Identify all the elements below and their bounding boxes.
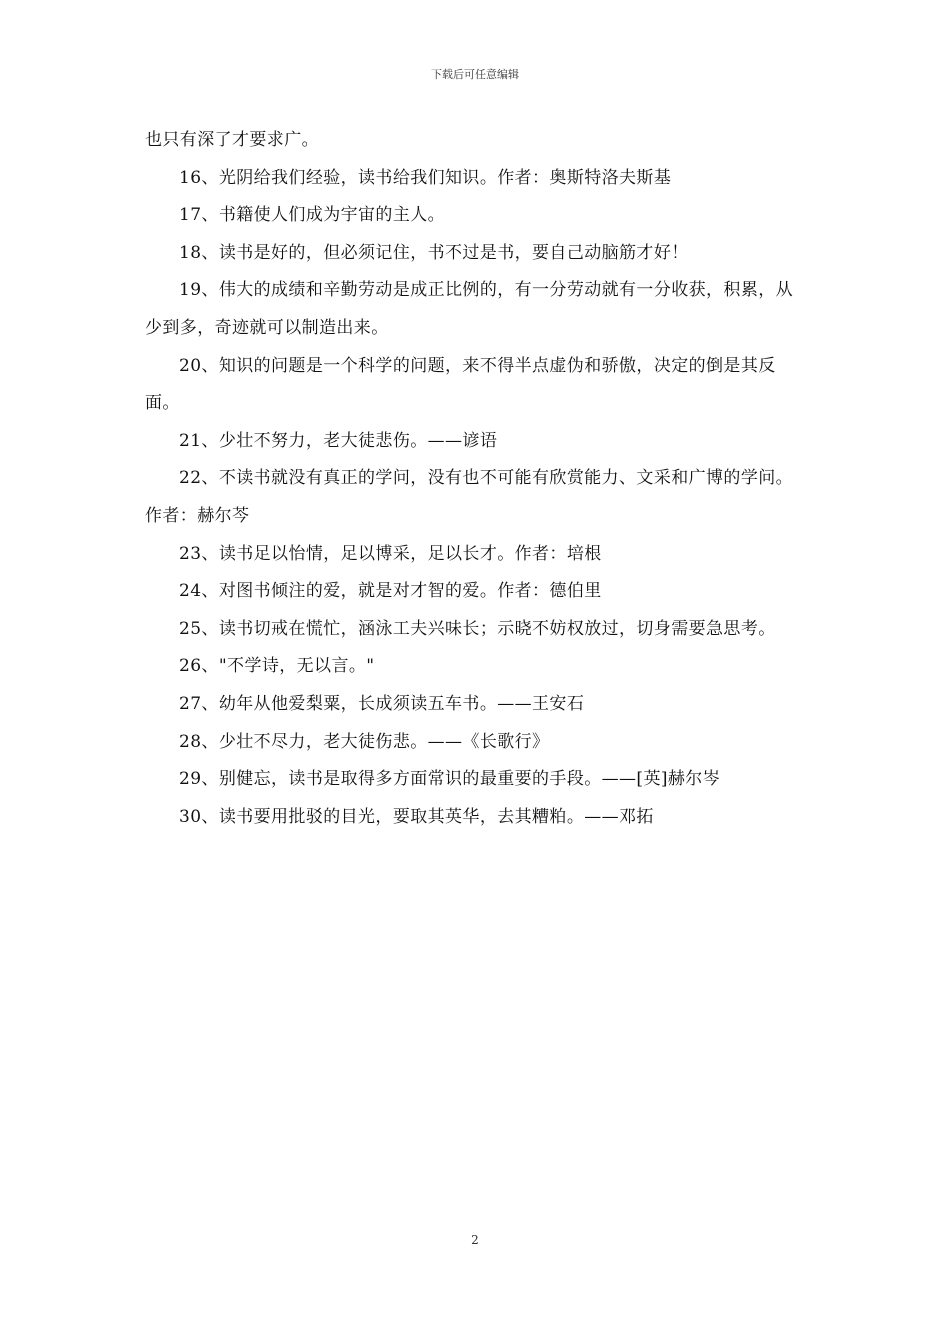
quote-29: 29、别健忘，读书是取得多方面常识的最重要的手段。——[英]赫尔岑 [179, 769, 721, 790]
quote-26: 26、"不学诗，无以言。" [179, 656, 375, 677]
document-body [145, 122, 807, 836]
quote-27: 27、幼年从他爱梨粟，长成须读五车书。——王安石 [179, 693, 585, 714]
quote-30: 30、读书要用批驳的目光，要取其英华，去其糟粕。——邓拓 [179, 806, 654, 827]
quote-28: 28、少壮不尽力，老大徒伤悲。——《长歌行》 [179, 731, 550, 752]
page-number: 2 [471, 1233, 479, 1247]
paragraph-continuation: 也只有深了才要求广。 [145, 130, 319, 150]
quote-18: 18、读书是好的，但必须记住，书不过是书，要自己动脑筋才好！ [179, 242, 689, 263]
quote-21: 21、少壮不努力，老大徒悲伤。——谚语 [179, 430, 498, 451]
page-header: 下载后可任意编辑 [431, 68, 519, 81]
quote-24: 24、对图书倾注的爱，就是对才智的爱。作者：德伯里 [179, 581, 602, 602]
quote-19: 19、伟大的成绩和辛勤劳动是成正比例的，有一分劳动就有一分收获，积累，从少到多，奇迹就可以制造出来。 [145, 280, 794, 338]
quote-25: 25、读书切戒在慌忙，涵泳工夫兴味长；示晓不妨权放过，切身需要急思考。 [179, 618, 776, 639]
quote-22: 22、不读书就没有真正的学问，没有也不可能有欣赏能力、文采和广博的学问。作者：赫尔芩 [145, 468, 794, 526]
quote-20: 20、知识的问题是一个科学的问题，来不得半点虚伪和骄傲，决定的倒是其反面。 [145, 355, 776, 414]
quote-16: 16、光阴给我们经验，读书给我们知识。作者：奥斯特洛夫斯基 [179, 167, 672, 188]
quote-17: 17、书籍使人们成为宇宙的主人。 [179, 205, 446, 226]
quote-23: 23、读书足以怡情，足以博采，足以长才。作者：培根 [179, 543, 602, 564]
